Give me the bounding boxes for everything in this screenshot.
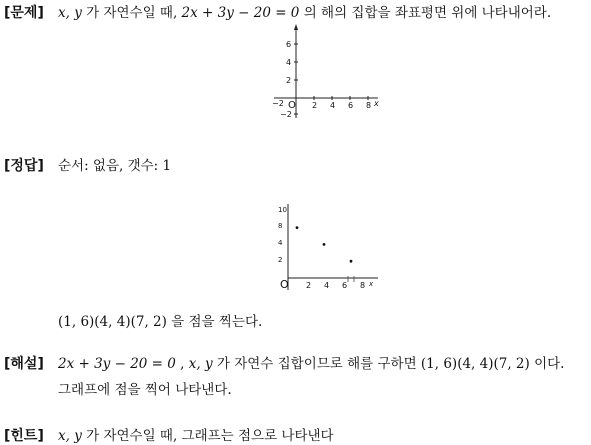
problem-y-tick-label: 4 (286, 58, 292, 67)
problem-y-axis-arrow (294, 24, 298, 30)
answer-y-tick-label: 2 (278, 256, 283, 264)
answer-x-tick-label: 8 (360, 281, 366, 290)
answer-x-tick-label: 4 (324, 281, 330, 290)
answer-x-tick-label: 6 (342, 281, 348, 290)
explanation-text: 가 자연수 집합이므로 해를 구하면 (212, 356, 421, 372)
explanation-label: [해설] (4, 356, 44, 372)
problem-coordinate-plane (268, 22, 388, 122)
problem-x-tick-label: 8 (366, 101, 372, 110)
answer-points-group (296, 226, 353, 262)
explanation-equation: 2x + 3y − 20 = 0 (58, 356, 176, 372)
answer-x-axis-label: x (369, 280, 374, 288)
answer-y-tick-label: 10 (278, 206, 287, 214)
answer-x-tick-label: 2 (306, 281, 312, 290)
answer-point (296, 226, 299, 229)
problem-label: [문제] (4, 5, 44, 21)
problem-y-tick-label: 6 (286, 40, 292, 49)
problem-y-tick-label: 2 (286, 76, 292, 85)
problem-text-part1: 가 자연수일 때, (81, 5, 182, 21)
problem-x-axis-label: x (374, 99, 379, 108)
hint-label: [힌트] (4, 428, 44, 444)
answer-point (323, 243, 326, 246)
answer-origin-label: O (280, 278, 289, 291)
answer-label: [정답] (4, 158, 44, 174)
explanation-line2: 그래프에 점을 찍어 나타낸다. (58, 382, 232, 398)
problem-variables: x, y (58, 5, 82, 21)
explanation-variables: x, y (188, 356, 213, 372)
explanation-points: (1, 6)(4, 4)(7, 2) (420, 356, 530, 372)
problem-equation: 2x + 3y − 20 = 0 (181, 5, 300, 21)
answer-text: 순서: 없음, 갯수: 1 (58, 158, 172, 174)
explanation-separator: , (175, 356, 189, 372)
problem-y-tick-label: −2 (280, 110, 292, 119)
hint-text (58, 427, 334, 445)
answer-point (350, 260, 353, 263)
problem-x-tick-label: 2 (312, 101, 318, 110)
problem-x-tick-label: 6 (348, 101, 354, 110)
hint-variables: x, y (58, 428, 82, 444)
answer-y-tick-label: 8 (278, 222, 283, 230)
problem-x-tick-label: −2 (272, 99, 284, 108)
explanation-line1 (58, 355, 564, 373)
answer-y-tick-label: 4 (278, 239, 283, 247)
explanation-end: 이다. (529, 356, 565, 372)
hint-body: 가 자연수일 때, 그래프는 점으로 나타낸다 (81, 428, 334, 444)
problem-origin-label: O (288, 100, 296, 111)
problem-x-tick-label: 4 (330, 101, 336, 110)
answer-scatter-plot (274, 200, 386, 296)
problem-text-part2: 의 해의 집합을 좌표평면 위에 나타내어라. (299, 5, 552, 21)
answer-caption: (1, 6)(4, 4)(7, 2) 을 점을 찍는다. (58, 314, 263, 330)
problem-text (58, 4, 551, 22)
